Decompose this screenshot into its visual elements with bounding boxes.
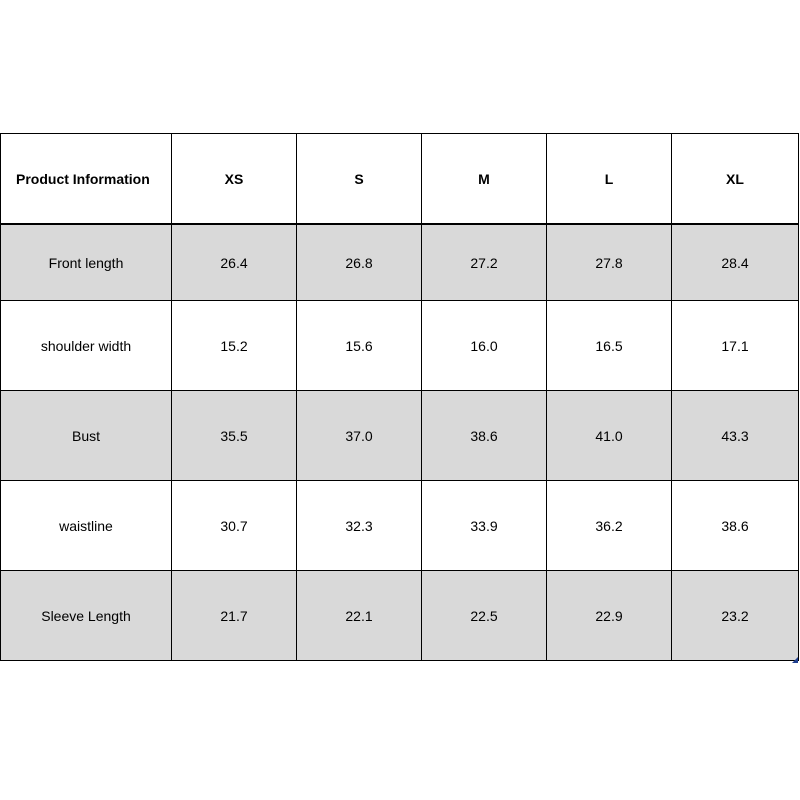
- cell-s: 37.0: [297, 391, 422, 481]
- cell-xs: 26.4: [172, 224, 297, 301]
- header-size-xs: XS: [172, 134, 297, 225]
- row-label: shoulder width: [1, 301, 172, 391]
- header-product-information: Product Information: [1, 134, 172, 225]
- table-row-waistline: [1, 481, 799, 571]
- cell-m: 22.5: [422, 571, 547, 661]
- cell-xl: 43.3: [672, 391, 799, 481]
- cell-l: 22.9: [547, 571, 672, 661]
- header-size-s: S: [297, 134, 422, 225]
- cell-xs: 15.2: [172, 301, 297, 391]
- cell-l: 27.8: [547, 224, 672, 301]
- cell-xl: 38.6: [672, 481, 799, 571]
- cell-s: 32.3: [297, 481, 422, 571]
- table-row-front-length: [1, 224, 799, 301]
- cell-s: 22.1: [297, 571, 422, 661]
- cell-xl: 17.1: [672, 301, 799, 391]
- table-row-shoulder-width: [1, 301, 799, 391]
- table-header-row: [1, 134, 799, 225]
- cell-xs: 30.7: [172, 481, 297, 571]
- cell-m: 33.9: [422, 481, 547, 571]
- cell-xl: 28.4: [672, 224, 799, 301]
- header-size-l: L: [547, 134, 672, 225]
- cell-l: 41.0: [547, 391, 672, 481]
- resize-corner-icon: [792, 657, 798, 663]
- header-size-xl: XL: [672, 134, 799, 225]
- row-label: Sleeve Length: [1, 571, 172, 661]
- table-row-sleeve-length: [1, 571, 799, 661]
- row-label: Front length: [1, 224, 172, 301]
- cell-s: 15.6: [297, 301, 422, 391]
- cell-m: 27.2: [422, 224, 547, 301]
- table-row-bust: [1, 391, 799, 481]
- cell-l: 36.2: [547, 481, 672, 571]
- cell-xs: 21.7: [172, 571, 297, 661]
- size-chart-table: [0, 133, 799, 661]
- cell-s: 26.8: [297, 224, 422, 301]
- cell-xl: 23.2: [672, 571, 799, 661]
- row-label: waistline: [1, 481, 172, 571]
- cell-l: 16.5: [547, 301, 672, 391]
- cell-m: 16.0: [422, 301, 547, 391]
- row-label: Bust: [1, 391, 172, 481]
- cell-m: 38.6: [422, 391, 547, 481]
- header-size-m: M: [422, 134, 547, 225]
- cell-xs: 35.5: [172, 391, 297, 481]
